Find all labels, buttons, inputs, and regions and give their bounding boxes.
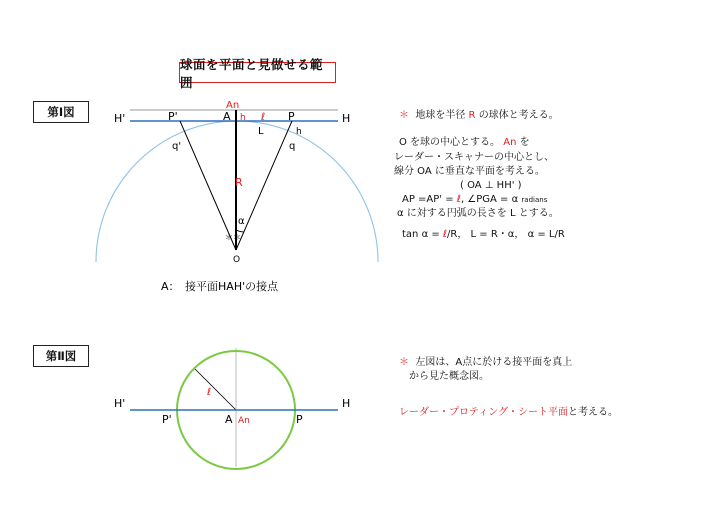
label-A: A [223,110,231,123]
label-h-2: h [296,127,302,137]
fig2-label-H-prime: H' [114,397,126,410]
label-P: P [288,110,295,123]
label-P-prime: P' [168,110,178,123]
label-H-prime: H' [114,112,126,125]
note1-line2: O を球の中心とする。 An を [399,137,530,148]
label-O: O [233,255,241,265]
line-OP-prime [180,121,236,250]
fig2-label-H: H [342,397,351,410]
figure-1-label: 第Ⅰ図 [33,101,89,123]
note1-line8: tan α = ℓ/R， L = R・α， α = L/R [402,229,565,240]
label-stars: ＊＊ [225,233,241,242]
note2-line1: ＊ 左図は、A点に於ける接平面を真上 [399,357,573,368]
label-An: An [226,100,240,111]
note2-line2: から見た概念図。 [409,371,489,382]
label-q-prime: q' [172,141,182,152]
note1-line5: ( OA ⊥ HH' ) [460,180,522,191]
diagram-title: 球面を平面と見做せる範囲 [179,62,336,83]
note1-line4: 線分 OA に垂直な平面を考える。 [394,166,545,177]
label-H: H [342,112,351,125]
label-L: L [258,126,264,137]
label-q: q [289,141,296,152]
note1-line1: ＊ 地球を半径 R の球体と考える。 [399,110,559,121]
note1-star-icon: ＊ [399,110,409,121]
fig2-label-ell: ℓ [207,387,212,398]
fig2-label-P-prime: P' [162,413,172,426]
label-h-1: h [240,113,246,123]
label-alpha: α [238,216,245,227]
label-R: R [235,176,243,189]
note1-line3: レーダー・スキャナーの中心とし、 [394,152,554,163]
angle-alpha-arc [236,230,244,232]
fig2-label-A: A [225,413,233,426]
note1-line7: α に対する円弧の長さを L とする。 [397,208,559,219]
figure-1-caption: A： 接平面HAH'の接点 [161,280,279,293]
fig2-label-An: An [238,416,250,426]
figure-2-label: 第Ⅱ図 [33,345,89,367]
line-OP [236,121,292,250]
fig2-radius-ell [195,369,236,410]
fig2-label-P: P [296,413,303,426]
label-ell: ℓ [261,112,266,123]
note1-line6: AP =AP' = ℓ, ∠PGA = α radians [402,194,548,205]
note2-star-icon: ＊ [399,357,409,368]
note2-line3: レーダー・プロティング・シート平面と考える。 [399,407,618,418]
